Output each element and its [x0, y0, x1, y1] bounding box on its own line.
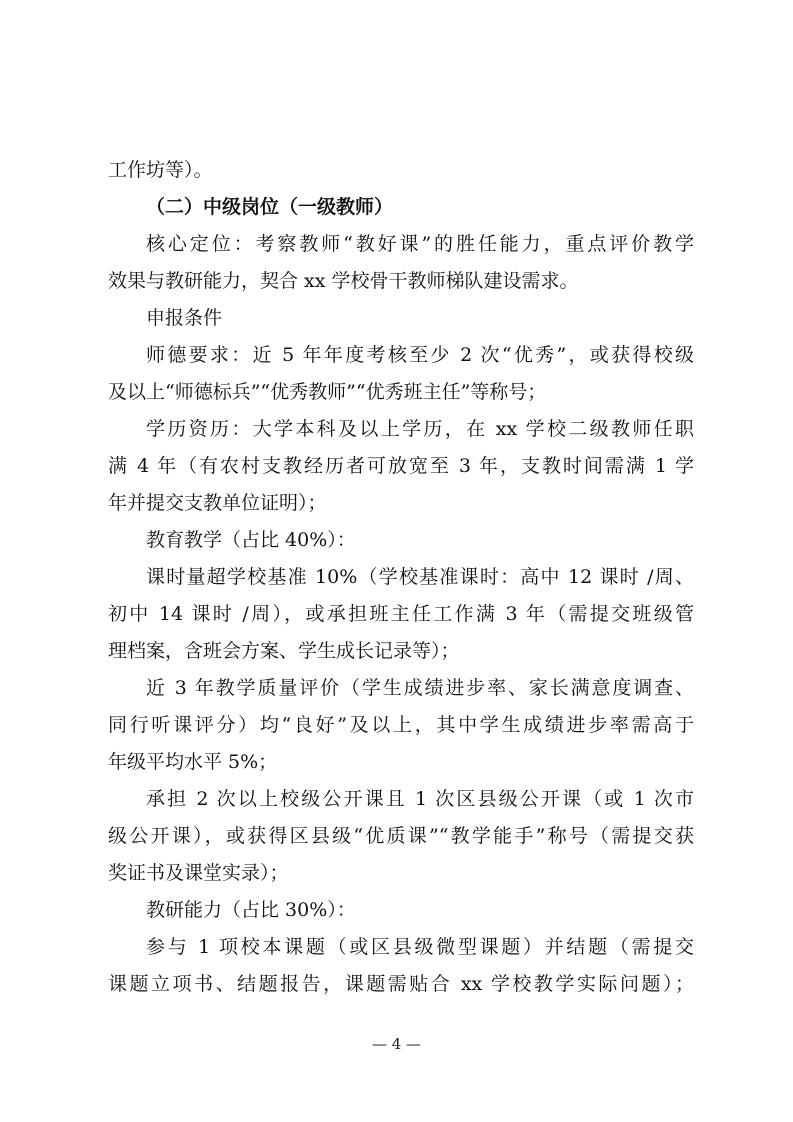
text-line: 效果与教研能力，契合 xx 学校骨干教师梯队建设需求。 [108, 270, 579, 292]
text-line: 同行听课评分）均“良好”及以上，其中学生成绩进步率需高于 [108, 714, 694, 736]
text-line: 承担 2 次以上校级公开课且 1 次区县级公开课（或 1 次市 [146, 788, 694, 810]
text-line: 及以上“师德标兵”“优秀教师”“优秀班主任”等称号； [108, 381, 547, 403]
text-line: 初中 14 课时 /周），或承担班主任工作满 3 年（需提交班级管 [108, 603, 694, 625]
text-line: 理档案，含班会方案、学生成长记录等）； [108, 640, 460, 662]
text-line: 年并提交支教单位证明）； [108, 492, 327, 514]
text-line: 师德要求：近 5 年年度考核至少 2 次“优秀”，或获得校级 [146, 344, 694, 366]
text-line: 级公开课），或获得区县级“优质课”“教学能手”称号（需提交获 [108, 825, 694, 847]
text-line: 学历资历：大学本科及以上学历，在 xx 学校二级教师任职 [146, 418, 694, 440]
text-line: 年级平均水平 5%； [108, 751, 278, 773]
text-line: 工作坊等）。 [108, 159, 213, 181]
text-line: 近 3 年教学质量评价（学生成绩进步率、家长满意度调查、 [146, 677, 694, 699]
section-heading: （二）中级岗位（一级教师） [146, 196, 394, 218]
text-line: 参与 1 项校本课题（或区县级微型课题）并结题（需提交 [146, 936, 694, 958]
text-line: 满 4 年（有农村支教经历者可放宽至 3 年，支教时间需满 1 学 [108, 455, 694, 477]
document-body [108, 152, 694, 1003]
subsection-label: 申报条件 [146, 307, 223, 329]
text-line: 课题立项书、结题报告，课题需贴合 xx 学校教学实际问题）； [108, 973, 694, 995]
text-line: 核心定位：考察教师“教好课”的胜任能力，重点评价教学 [146, 233, 694, 255]
subsection-label: 教研能力（占比 30%）： [146, 899, 356, 921]
text-line: 课时量超学校基准 10%（学校基准课时：高中 12 课时 /周、 [146, 566, 694, 588]
page-number: — 4 — [371, 1035, 422, 1053]
subsection-label: 教育教学（占比 40%）： [146, 529, 356, 551]
text-line: 奖证书及课堂实录）； [108, 862, 289, 884]
